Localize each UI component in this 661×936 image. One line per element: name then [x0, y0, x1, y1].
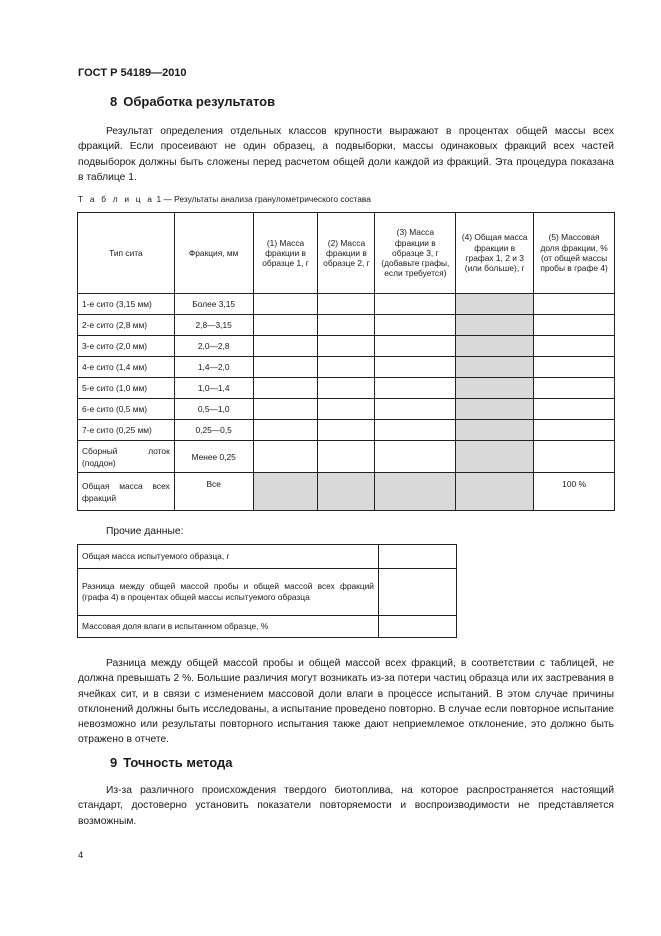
table-row — [78, 441, 615, 473]
sieve-cell: 3-е сито (2,0 мм) — [78, 336, 175, 357]
header-col1: (1) Масса фракции в образце 1, г — [253, 213, 318, 294]
table-row — [78, 569, 457, 616]
mass-share-cell — [534, 441, 615, 473]
mass-2-cell — [318, 399, 375, 420]
mass-3-cell — [375, 315, 456, 336]
header-sieve-type: Тип сита — [78, 213, 175, 294]
total-mass-cell — [456, 294, 534, 315]
mass-1-cell — [253, 420, 318, 441]
header-col5: (5) Массовая доля фракции, % (от общей массы пробы в графе 4) — [534, 213, 615, 294]
table-row — [78, 378, 615, 399]
mass-1-cell — [253, 336, 318, 357]
mass-1-cell — [253, 378, 318, 399]
table-row — [78, 315, 615, 336]
mass-share-cell — [534, 294, 615, 315]
mass-1-cell — [253, 294, 318, 315]
document-code: ГОСТ Р 54189—2010 — [78, 67, 187, 79]
mass-1-cell — [253, 357, 318, 378]
mass-2-cell — [318, 315, 375, 336]
mass-1-cell — [253, 441, 318, 473]
total-mass-cell — [456, 357, 534, 378]
granulometric-results-table — [77, 212, 615, 511]
mass-2-cell — [318, 473, 375, 511]
mass-2-cell — [318, 441, 375, 473]
mass-1-cell — [253, 315, 318, 336]
mass-share-cell — [534, 357, 615, 378]
other-data-label: Прочие данные: — [106, 526, 184, 537]
fraction-cell: Все — [174, 473, 253, 511]
mass-share-cell — [534, 378, 615, 399]
fraction-cell: 2,8—3,15 — [174, 315, 253, 336]
mass-2-cell — [318, 420, 375, 441]
total-mass-cell — [456, 420, 534, 441]
section-9-title: Точность метода — [123, 755, 233, 770]
difference-paragraph: Разница между общей массой пробы и общей массой всех фракций, в соответствии с таблицей, не должна превышать 2 %. Большие различия могут возникать из-за потери частиц образца или их застревания в ячейках сит, и в связи с изменением массовой доли влаги в процессе испытаний. В этом случае причины отклонений должны быть исследованы, а испытание проведено повторно. В случае если повторное испытание невозможно или результаты повторного испытания также дают неприемлемое отклонение, это должно быть отражено в отчете. — [78, 658, 614, 746]
other-data-value-cell — [379, 569, 457, 616]
table-1-caption-label: Т а б л и ц а — [78, 194, 155, 204]
table-row — [78, 420, 615, 441]
mass-share-cell: 100 % — [534, 473, 615, 511]
mass-3-cell — [375, 357, 456, 378]
other-data-value-cell — [379, 616, 457, 638]
table-1-caption — [78, 194, 371, 204]
mass-share-cell — [534, 420, 615, 441]
sieve-cell: 7-е сито (0,25 мм) — [78, 420, 175, 441]
table-header-row — [78, 213, 615, 294]
table-total-row — [78, 473, 615, 511]
table-row — [78, 545, 457, 569]
mass-1-cell — [253, 399, 318, 420]
mass-share-cell — [534, 336, 615, 357]
mass-3-cell — [375, 336, 456, 357]
other-data-value-cell — [379, 545, 457, 569]
section-8-paragraph: Результат определения отдельных классов крупности выражают в процентах общей массы всех фракций. Если просеивают не один образец, а подвыборки, массы одинаковых фракций всех частей подвыборок должны быть сложены перед расчетом общей доли каждой из фракций. Эта процедура показана в таблице 1. — [78, 126, 614, 183]
sieve-cell: Сборный лоток (поддон) — [78, 441, 175, 473]
mass-2-cell — [318, 294, 375, 315]
total-mass-cell — [456, 315, 534, 336]
other-data-table — [77, 544, 457, 638]
table-row — [78, 336, 615, 357]
mass-share-cell — [534, 315, 615, 336]
total-mass-cell — [456, 336, 534, 357]
table-row — [78, 357, 615, 378]
mass-3-cell — [375, 473, 456, 511]
table-row — [78, 616, 457, 638]
fraction-cell: 0,25—0,5 — [174, 420, 253, 441]
sieve-cell: 4-е сито (1,4 мм) — [78, 357, 175, 378]
header-fraction: Фракция, мм — [174, 213, 253, 294]
mass-2-cell — [318, 378, 375, 399]
header-col3: (3) Масса фракции в образце 3, г (добавьте графы, если требуется) — [375, 213, 456, 294]
table-row — [78, 294, 615, 315]
total-mass-cell — [456, 378, 534, 399]
sieve-cell: Общая масса всех фракций — [78, 473, 175, 511]
total-mass-cell — [456, 473, 534, 511]
sieve-cell: 6-е сито (0,5 мм) — [78, 399, 175, 420]
header-col2: (2) Масса фракции в образце 2, г — [318, 213, 375, 294]
section-8-title: Обработка результатов — [123, 94, 276, 109]
table-row — [78, 399, 615, 420]
mass-2-cell — [318, 336, 375, 357]
other-data-label-cell: Разница между общей массой пробы и общей массой всех фракций (графа 4) в процентах общей массы испытуемого образца — [78, 569, 379, 616]
total-mass-cell — [456, 441, 534, 473]
fraction-cell: 1,0—1,4 — [174, 378, 253, 399]
other-data-label-cell: Массовая доля влаги в испытанном образце, % — [78, 616, 379, 638]
sieve-cell: 1-е сито (3,15 мм) — [78, 294, 175, 315]
mass-2-cell — [318, 357, 375, 378]
fraction-cell: 1,4—2,0 — [174, 357, 253, 378]
section-8-number: 8 — [110, 94, 118, 109]
fraction-cell: 0,5—1,0 — [174, 399, 253, 420]
section-9-heading — [110, 755, 232, 770]
section-8-heading — [110, 94, 275, 109]
mass-1-cell — [253, 473, 318, 511]
mass-3-cell — [375, 294, 456, 315]
mass-3-cell — [375, 399, 456, 420]
mass-3-cell — [375, 420, 456, 441]
fraction-cell: 2,0—2,8 — [174, 336, 253, 357]
section-9-paragraph: Из-за различного происхождения твердого биотоплива, на которое распространяется настоящий стандарт, достоверно установить показатели повторяемости и воспроизводимости не представляется возможным. — [78, 785, 614, 827]
table-1-caption-text: 1 — Результаты анализа гранулометрического состава — [154, 194, 371, 204]
other-data-label-cell: Общая масса испытуемого образца, г — [78, 545, 379, 569]
sieve-cell: 2-е сито (2,8 мм) — [78, 315, 175, 336]
fraction-cell: Более 3,15 — [174, 294, 253, 315]
mass-3-cell — [375, 378, 456, 399]
mass-share-cell — [534, 399, 615, 420]
fraction-cell: Менее 0,25 — [174, 441, 253, 473]
page-number: 4 — [78, 850, 84, 861]
sieve-cell: 5-е сито (1,0 мм) — [78, 378, 175, 399]
mass-3-cell — [375, 441, 456, 473]
section-9-number: 9 — [110, 755, 118, 770]
total-mass-cell — [456, 399, 534, 420]
header-col4: (4) Общая масса фракции в графах 1, 2 и 3 (или больше), г — [456, 213, 534, 294]
